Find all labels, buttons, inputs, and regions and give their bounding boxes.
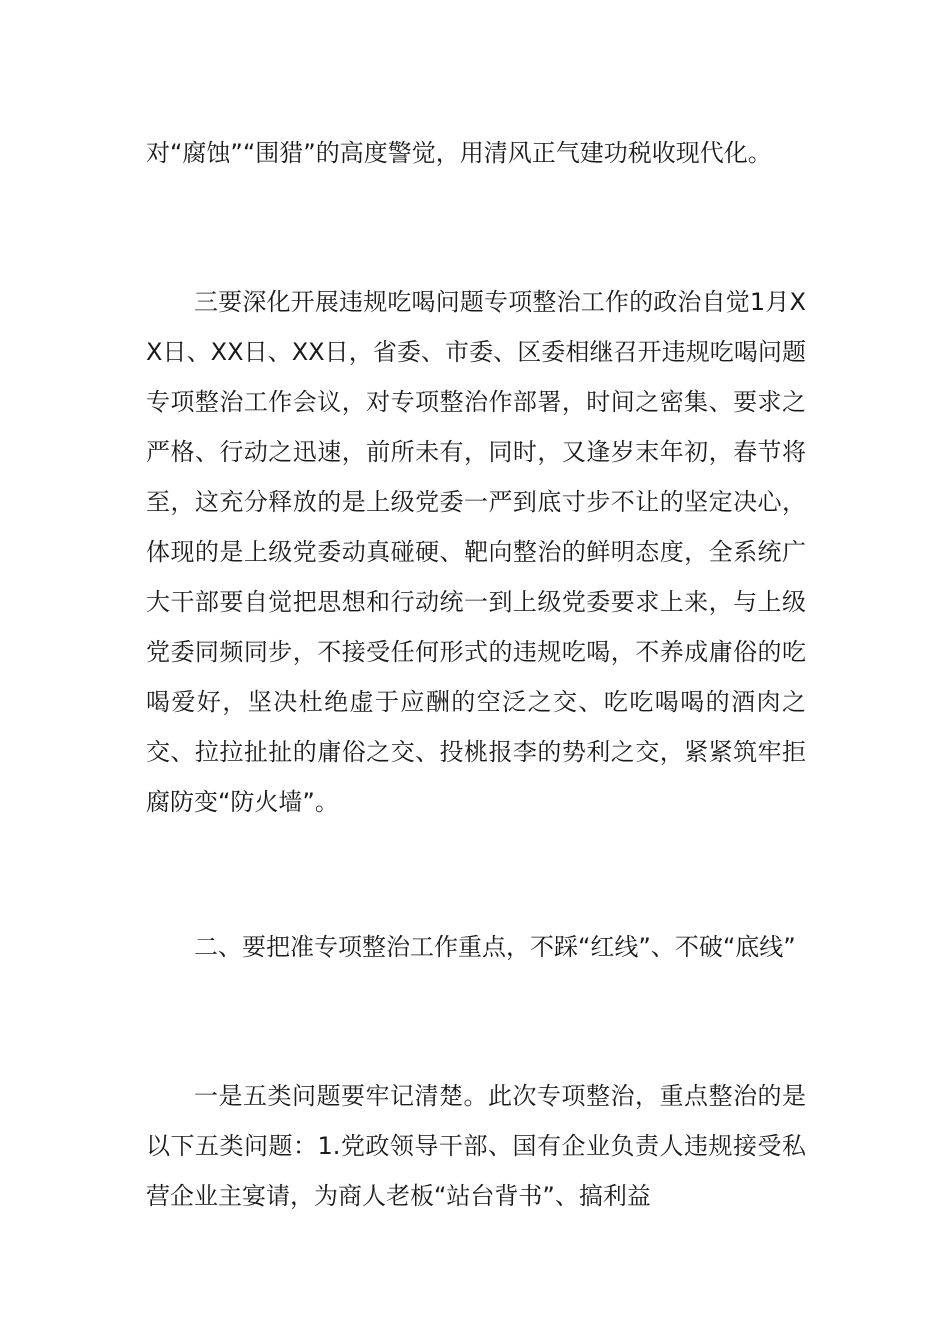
paragraph-section-three: 三要深化开展违规吃喝问题专项整治工作的政治自觉1月XX日、XX日、XX日，省委、市委、区委相继召开违规吃喝问题专项整治工作会议，对专项整治作部署，时间之密集、要求之严格、行动之迅速，前所未有，同时，又逢岁末年初，春节将至，这充分释放的是上级党委一严到底寸步不让的坚定决心，体现的是上级党委动真碰硬、靶向整治的鲜明态度，全系统广大干部要自觉把思想和行动统一到上级党委要求上来，与上级党委同频同步，不接受任何形式的违规吃喝，不养成庸俗的吃喝爱好，坚决杜绝虚于应酬的空泛之交、吃吃喝喝的酒肉之交、拉拉扯扯的庸俗之交、投桃报李的势利之交，紧紧筑牢拒腐防变“防火墙”。 (146, 288, 806, 816)
paragraph-continuation: 对“腐蚀”“围猎”的高度警觉，用清风正气建功税收现代化。 (146, 139, 772, 167)
paragraph-five-problems: 一是五类问题要牢记清楚。此次专项整治，重点整治的是以下五类问题：1.党政领导干部、国有企业负责人违规接受私营企业主宴请，为商人老板“站台背书”、搞利益 (146, 1082, 806, 1210)
section-heading-two: 二、要把准专项整治工作重点，不踩“红线”、不破“底线” (194, 933, 796, 961)
